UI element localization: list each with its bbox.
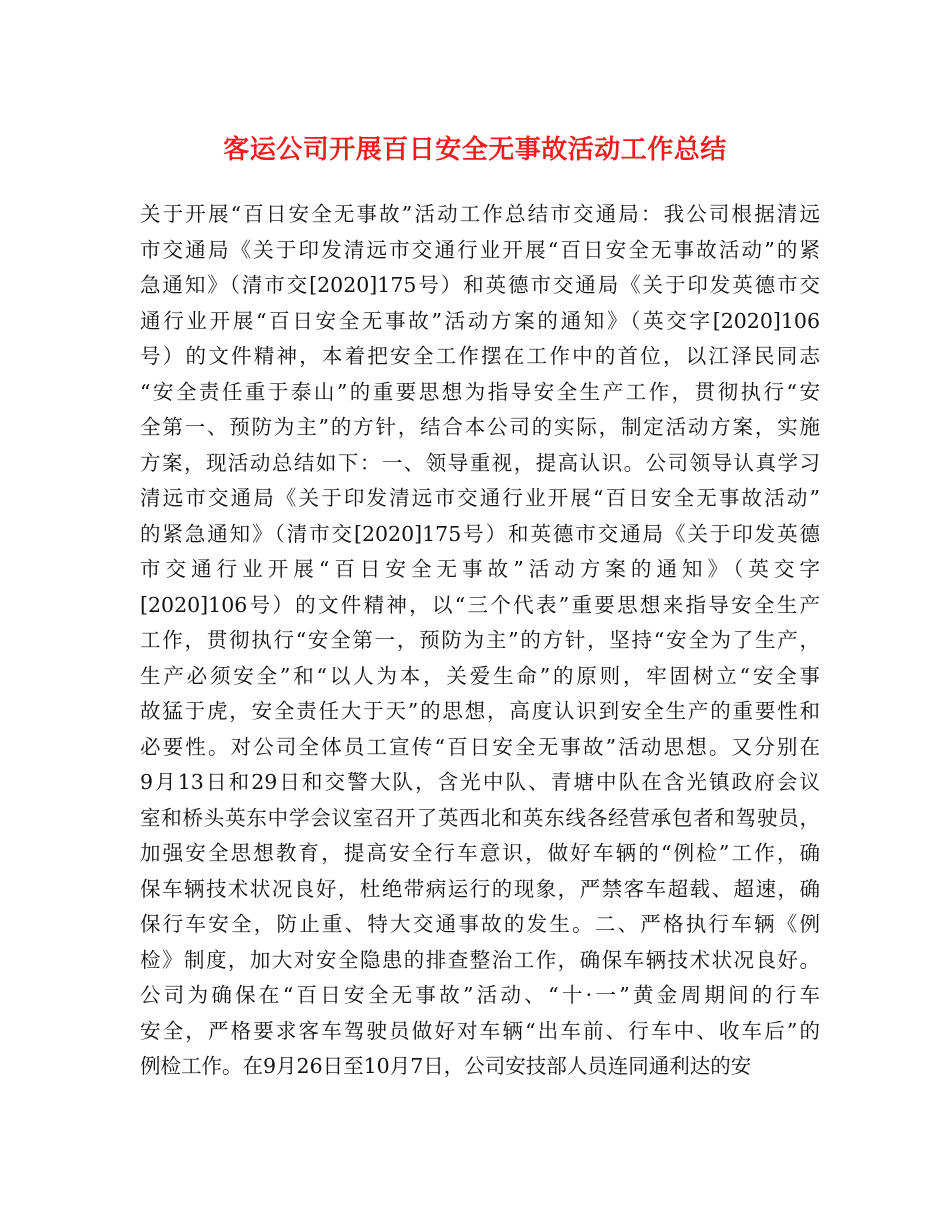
body-line: 市交通行业开展“百日安全无事故”活动方案的通知》（英交字 [140,557,820,581]
body-line: 的紧急通知》（清市交[2020]175号）和英德市交通局《关于印发英德 [140,521,820,546]
document-title: 客运公司开展百日安全无事故活动工作总结 [223,135,727,165]
document-body [140,197,820,1085]
body-line: 方案，现活动总结如下：一、领导重视，提高认识。公司领导认真学习 [140,450,820,475]
body-line: 关于开展“百日安全无事故”活动工作总结市交通局：我公司根据清远 [140,202,820,226]
body-line: 检》制度，加大对安全隐患的排查整治工作，确保车辆技术状况良好。 [140,947,820,972]
body-line: 公司为确保在“百日安全无事故”活动、“十·一”黄金周期间的行车 [140,983,820,1007]
body-line: 生产必须安全”和“以人为本，关爱生命”的原则，牢固树立“安全事 [140,663,820,688]
body-line: 故猛于虎，安全责任大于天”的思想，高度认识到安全生产的重要性和 [140,699,820,723]
body-line: 例检工作。在9月26日至10月7日，公司安技部人员连同通利达的安 [140,1054,752,1078]
body-line: [2020]106号）的文件精神，以“三个代表”重要思想来指导安全生产 [140,592,820,617]
body-line: 清远市交通局《关于印发清远市交通行业开展“百日安全无事故活动” [140,486,820,510]
body-line: 全第一、预防为主”的方针，结合本公司的实际，制定活动方案，实施 [140,415,820,439]
body-line: 安全，严格要求客车驾驶员做好对车辆“出车前、行车中、收车后”的 [140,1018,820,1043]
body-line: 通行业开展“百日安全无事故”活动方案的通知》（英交字[2020]106 [140,308,820,333]
body-line: 加强安全思想教育，提高安全行车意识，做好车辆的“例检”工作，确 [140,841,820,865]
body-line: 室和桥头英东中学会议室召开了英西北和英东线各经营承包者和驾驶员， [140,805,820,830]
body-line: 保车辆技术状况良好，杜绝带病运行的现象，严禁客车超载、超速，确 [140,876,820,901]
body-line: 号）的文件精神，本着把安全工作摆在工作中的首位，以江泽民同志 [140,344,820,368]
body-line: 工作，贯彻执行“安全第一，预防为主”的方针，坚持“安全为了生产， [140,628,820,652]
body-line: “安全责任重于泰山”的重要思想为指导安全生产工作，贯彻执行“安 [140,379,820,404]
body-line: 市交通局《关于印发清远市交通行业开展“百日安全无事故活动”的紧 [140,237,820,262]
body-line: 必要性。对公司全体员工宣传“百日安全无事故”活动思想。又分别在 [140,734,820,759]
body-line: 保行车安全，防止重、特大交通事故的发生。二、严格执行车辆《例 [140,912,820,936]
body-line: 9月13日和29日和交警大队，含光中队、青塘中队在含光镇政府会议 [140,770,820,794]
body-line: 急通知》（清市交[2020]175号）和英德市交通局《关于印发英德市交 [140,273,820,297]
